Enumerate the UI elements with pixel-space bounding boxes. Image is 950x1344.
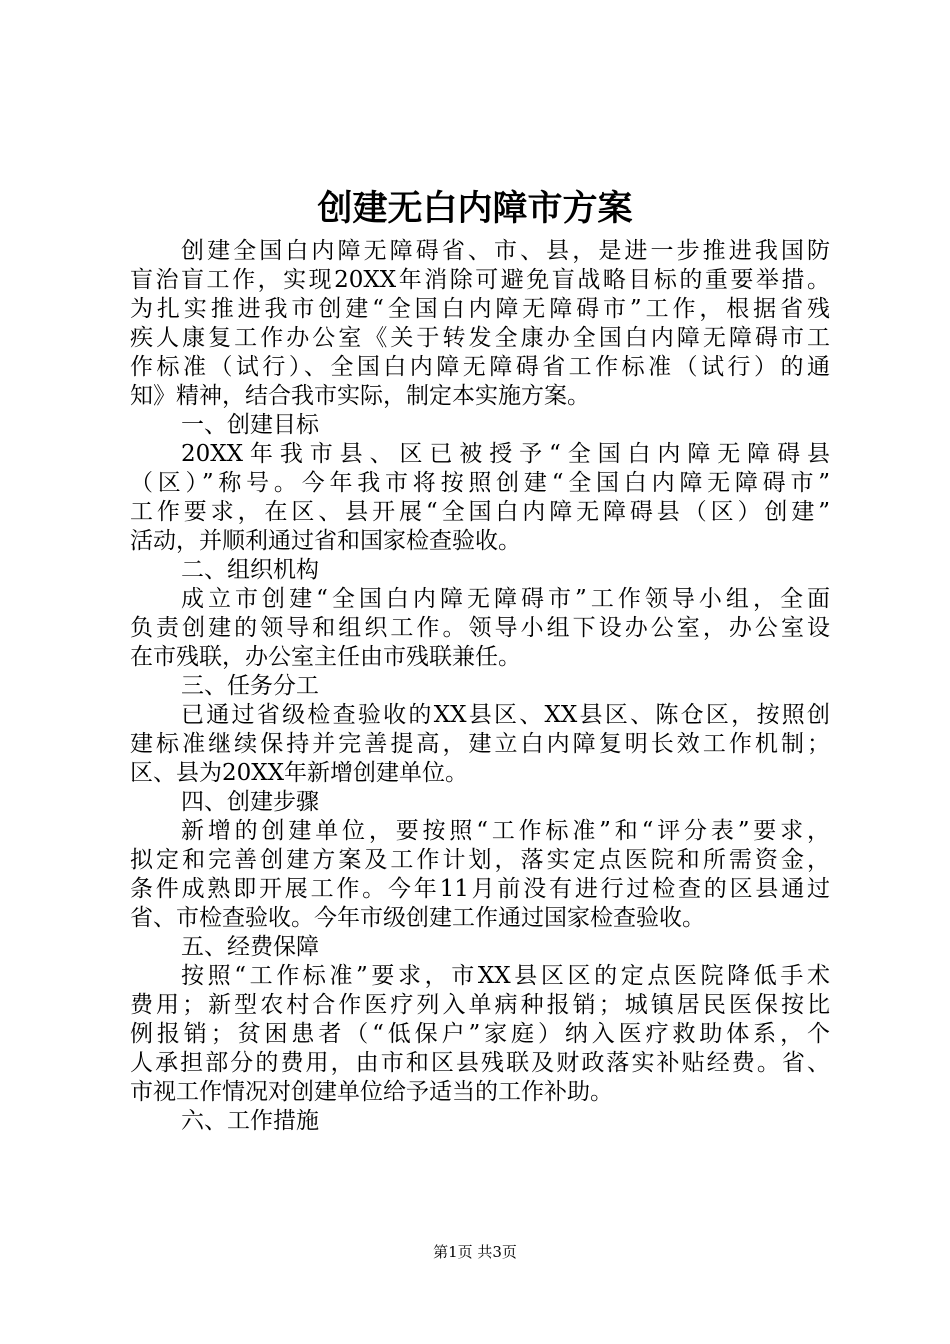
paragraph-line: 费用；新型农村合作医疗列入单病种报销；城镇居民医保按比 (130, 992, 830, 1018)
paragraph-line: 市视工作情况对创建单位给予适当的工作补助。 (130, 1079, 613, 1105)
paragraph-line: 省、市检查验收。今年市级创建工作通过国家检查验收。 (130, 905, 705, 931)
paragraph-line: 盲治盲工作，实现20XX年消除可避免盲战略目标的重要举措。 (130, 267, 830, 293)
section-heading: 六、工作措施 (181, 1108, 319, 1134)
page-title: 创建无白内障市方案 (317, 188, 633, 229)
paragraph-line: 知》精神，结合我市实际，制定本实施方案。 (130, 383, 590, 409)
paragraph-line: 人承担部分的费用，由市和区县残联及财政落实补贴经费。省、 (130, 1050, 830, 1076)
paragraph-line: 区、县为20XX年新增创建单位。 (130, 760, 469, 786)
paragraph-line: 新增的创建单位，要按照“工作标准”和“评分表”要求， (181, 818, 830, 844)
section-heading: 二、组织机构 (181, 557, 319, 583)
page-footer: 第1页 共3页 (433, 1243, 517, 1261)
paragraph-line: 作标准（试行）、全国白内障无障碍省工作标准（试行）的通 (130, 354, 830, 380)
paragraph-line: 20XX年我市县、区已被授予“全国白内障无障碍县 (181, 441, 830, 467)
section-heading: 四、创建步骤 (181, 789, 319, 815)
paragraph-line: 例报销；贫困患者（“低保户”家庭）纳入医疗救助体系，个 (130, 1021, 830, 1047)
paragraph-line: 负责创建的领导和组织工作。领导小组下设办公室，办公室设 (130, 615, 830, 641)
paragraph-line: 疾人康复工作办公室《关于转发全康办全国白内障无障碍市工 (130, 325, 830, 351)
paragraph-line: 活动，并顺利通过省和国家检查验收。 (130, 528, 521, 554)
section-heading: 一、创建目标 (181, 412, 319, 438)
paragraph-line: 创建全国白内障无障碍省、市、县，是进一步推进我国防 (181, 238, 830, 264)
paragraph-line: 已通过省级检查验收的XX县区、XX县区、陈仓区，按照创 (181, 702, 830, 728)
paragraph-line: 为扎实推进我市创建“全国白内障无障碍市”工作，根据省残 (130, 296, 830, 322)
paragraph-line: 按照“工作标准”要求，市XX县区区的定点医院降低手术 (181, 963, 830, 989)
paragraph-line: 拟定和完善创建方案及工作计划，落实定点医院和所需资金， (130, 847, 830, 873)
paragraph-line: 在市残联，办公室主任由市残联兼任。 (130, 644, 521, 670)
paragraph-line: （区）”称号。今年我市将按照创建“全国白内障无障碍市” (130, 470, 830, 496)
document-body (130, 237, 830, 1136)
section-heading: 五、经费保障 (181, 934, 319, 960)
paragraph-line: 条件成熟即开展工作。今年11月前没有进行过检查的区县通过 (130, 876, 830, 902)
paragraph-line: 成立市创建“全国白内障无障碍市”工作领导小组，全面 (181, 586, 830, 612)
paragraph-line: 建标准继续保持并完善提高，建立白内障复明长效工作机制； (130, 731, 830, 757)
paragraph-line: 工作要求，在区、县开展“全国白内障无障碍县（区）创建” (130, 499, 830, 525)
section-heading: 三、任务分工 (181, 673, 319, 699)
